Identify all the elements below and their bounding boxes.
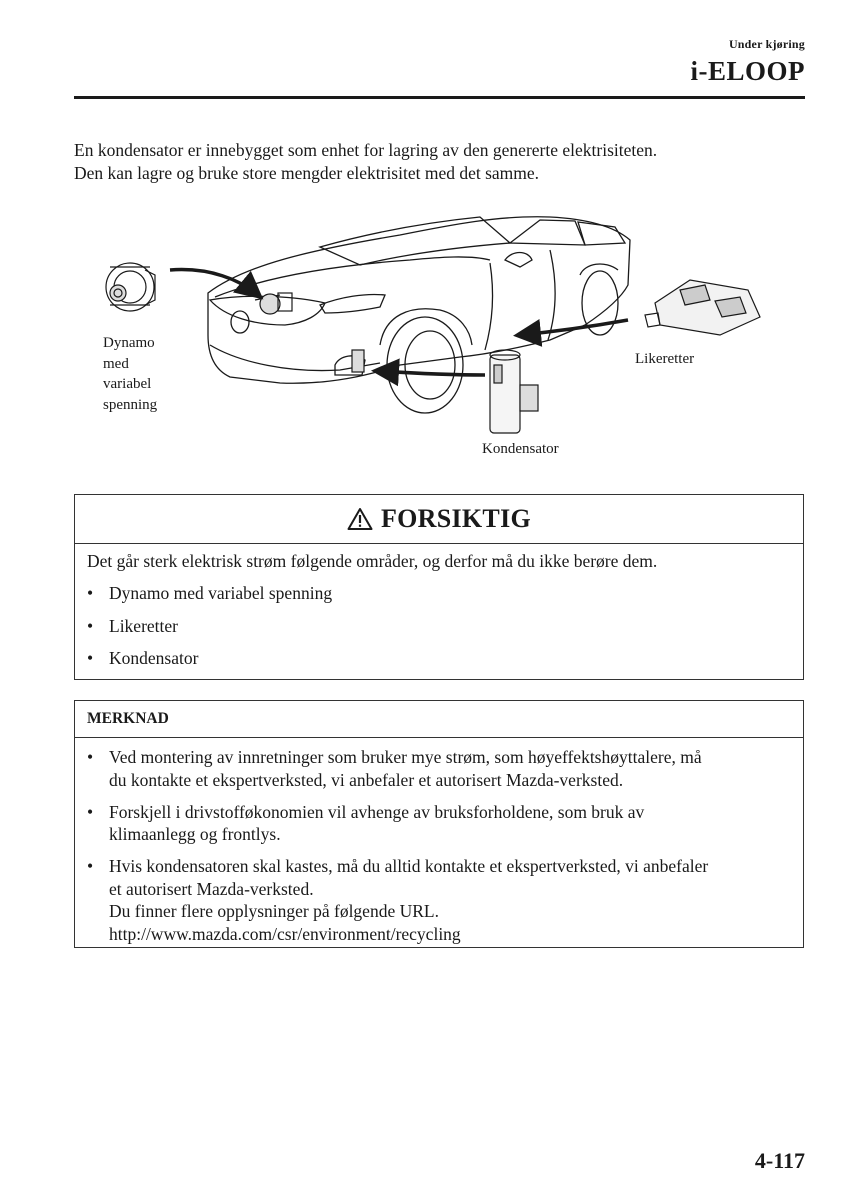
- note-body: [75, 738, 803, 945]
- page-number: 4-117: [754, 1148, 805, 1173]
- caution-title: FORSIKTIG: [380, 504, 532, 533]
- note-item: • Forskjell i drivstofføkonomien vil avhenge av bruksforholdene, som bruk av klimaanlegg og frontlys.: [87, 801, 791, 846]
- likeretter-component: [645, 280, 760, 335]
- warning-triangle-icon: [347, 507, 373, 531]
- section-label: Under kjøring: [728, 37, 805, 51]
- caution-item: • Dynamo med variabel spenning: [87, 582, 791, 605]
- caution-body: [75, 544, 803, 670]
- page-title: i-ELOOP: [690, 56, 805, 86]
- caution-item: • Kondensator: [87, 647, 791, 670]
- label-likeretter: Likeretter: [635, 351, 695, 367]
- label-kondensator: Kondensator: [482, 441, 559, 457]
- recycling-url: http://www.mazda.com/csr/environment/recycling: [109, 923, 461, 944]
- intro-paragraph: [74, 139, 774, 185]
- intro-line-2: Den kan lagre og bruke store mengder elektrisitet med det samme.: [74, 163, 540, 183]
- intro-line-1: En kondensator er innebygget som enhet for lagring av den genererte elektrisiteten.: [74, 140, 658, 160]
- caution-list: [87, 582, 791, 670]
- component-illustration: [80, 205, 780, 475]
- caution-text: Det går sterk elektrisk strøm følgende områder, og derfor må du ikke berøre dem.: [87, 551, 658, 571]
- label-dynamo: Dynamo med variabel spenning: [103, 335, 158, 413]
- arrow-kondensator: [378, 371, 485, 375]
- caution-item: • Likeretter: [87, 615, 791, 638]
- car-illustration: [80, 205, 780, 475]
- note-list: [87, 746, 791, 945]
- note-item: • Ved montering av innretninger som bruker mye strøm, som høyeffektshøyttalere, må du kontakte et ekspertverksted, vi anbefaler et autorisert Mazda-verksted.: [87, 746, 791, 791]
- arrow-dynamo: [170, 270, 258, 295]
- title-rule: [74, 96, 805, 99]
- caution-header: [75, 495, 803, 544]
- caution-box: [74, 494, 804, 680]
- note-item: • Hvis kondensatoren skal kastes, må du alltid kontakte et ekspertverksted, vi anbefaler et autorisert Mazda-verksted. Du finner flere opplysninger på følgende URL. http://www.mazda.com/csr/environment/recycling: [87, 855, 791, 945]
- note-header: MERKNAD: [75, 701, 803, 738]
- note-box: [74, 700, 804, 948]
- kondensator-component: [490, 350, 538, 433]
- dynamo-location: [260, 293, 292, 314]
- dynamo-component: [106, 263, 155, 311]
